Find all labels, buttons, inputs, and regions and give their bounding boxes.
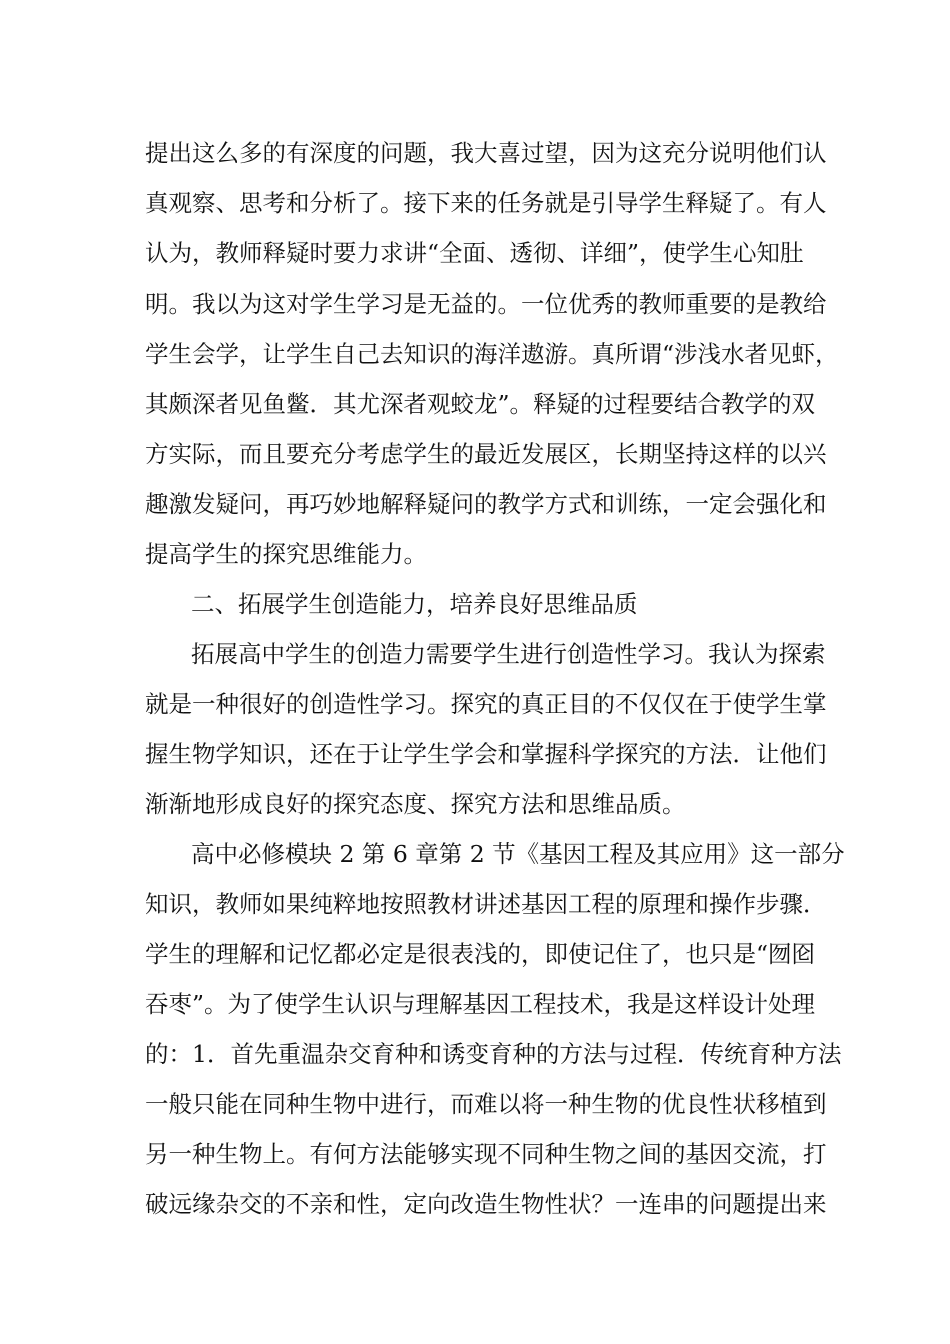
text-line: 真观察、思考和分析了。接下来的任务就是引导学生释疑了。有人 bbox=[145, 189, 827, 217]
text-line: 吞枣”。为了使学生认识与理解基因工程技术，我是这样设计处理 bbox=[145, 990, 816, 1018]
text-line: 知识，教师如果纯粹地按照教材讲述基因工程的原理和操作步骤． bbox=[145, 890, 827, 918]
text-line: 提出这么多的有深度的问题，我大喜过望，因为这充分说明他们认 bbox=[145, 139, 827, 167]
text-line: 学生会学，让学生自己去知识的海洋遨游。真所谓“涉浅水者见虾， bbox=[145, 340, 839, 368]
text-line: 的：1．首先重温杂交育种和诱变育种的方法与过程．传统育种方法 bbox=[145, 1040, 842, 1068]
text-line: 拓展高中学生的创造力需要学生进行创造性学习。我认为探索 bbox=[191, 640, 826, 668]
text-line: 一般只能在同种生物中进行，而难以将一种生物的优良性状移植到 bbox=[145, 1090, 827, 1118]
text-line: 提高学生的探究思维能力。 bbox=[145, 540, 427, 568]
text-line: 握生物学知识，还在于让学生学会和掌握科学探究的方法．让他们 bbox=[145, 740, 827, 768]
text-line: 高中必修模块 2 第 6 章第 2 节《基因工程及其应用》这一部分 bbox=[191, 840, 845, 868]
text-line: 认为，教师释疑时要力求讲“全面、透彻、详细”，使学生心知肚 bbox=[145, 239, 804, 267]
text-line: 学生的理解和记忆都必定是很表浅的，即使记住了，也只是“囫囵 bbox=[145, 940, 816, 968]
text-line: 其颇深者见鱼鳖．其尤深者观蛟龙”。释疑的过程要结合教学的双 bbox=[145, 390, 816, 418]
text-line: 方实际，而且要充分考虑学生的最近发展区，长期坚持这样的以兴 bbox=[145, 440, 827, 468]
text-line: 破远缘杂交的不亲和性，定向改造生物性状？一连串的问题提出来 bbox=[145, 1190, 827, 1218]
section-heading: 二、拓展学生创造能力，培养良好思维品质 bbox=[191, 590, 638, 618]
text-line: 另一种生物上。有何方法能够实现不同种生物之间的基因交流，打 bbox=[145, 1140, 827, 1168]
text-line: 趣激发疑问，再巧妙地解释疑问的教学方式和训练，一定会强化和 bbox=[145, 490, 827, 518]
text-line: 明。我以为这对学生学习是无益的。一位优秀的教师重要的是教给 bbox=[145, 290, 827, 318]
text-line: 渐渐地形成良好的探究态度、探究方法和思维品质。 bbox=[145, 790, 686, 818]
text-line: 就是一种很好的创造性学习。探究的真正目的不仅仅在于使学生掌 bbox=[145, 690, 827, 718]
